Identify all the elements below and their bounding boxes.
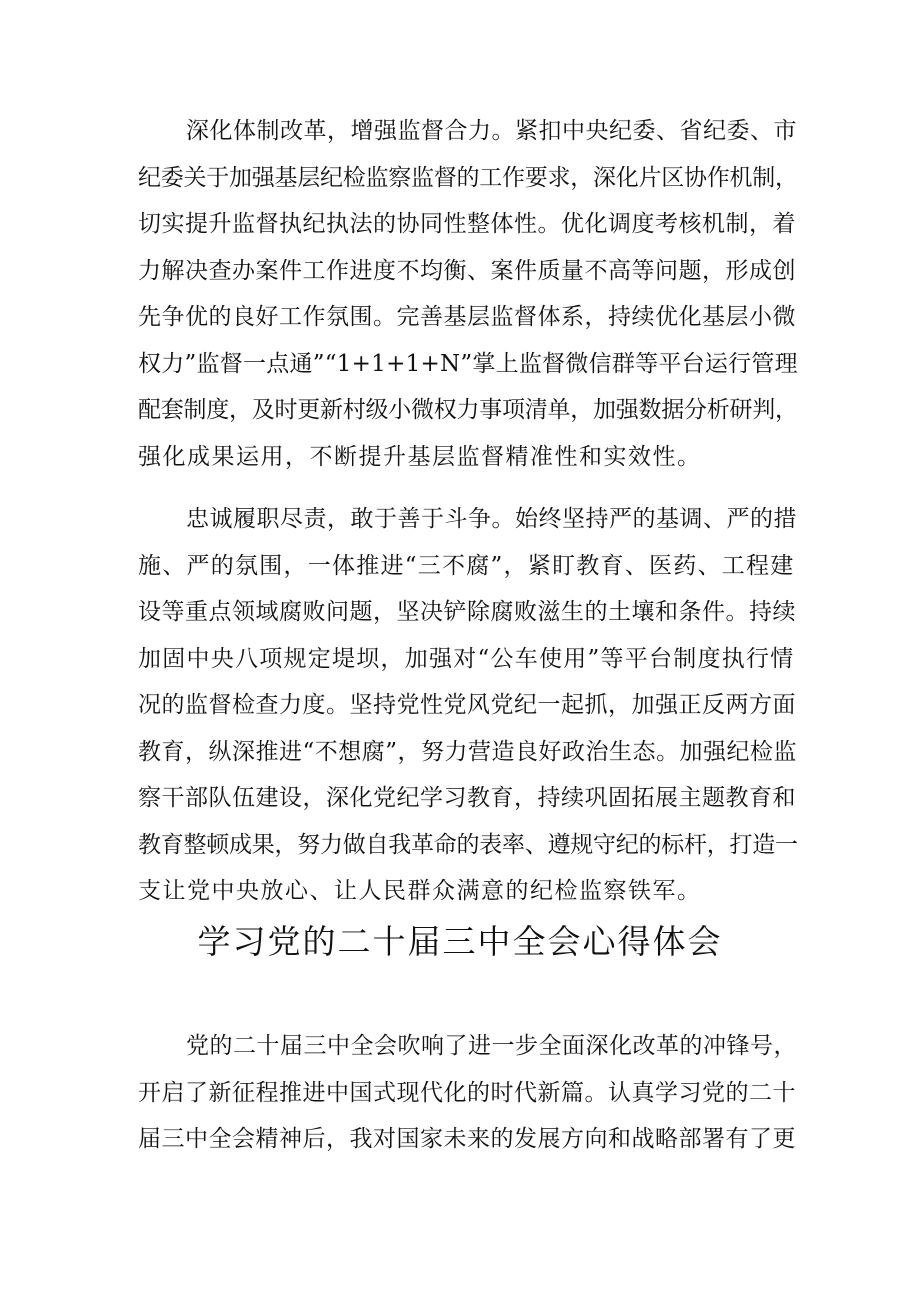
paragraph-line: 强化成果运用，不断提升基层监督精准性和实效性。 [138,443,702,470]
paragraph-line: 先争优的良好工作氛围。完善基层监督体系，持续优化基层小微 [138,304,796,330]
paragraph-line: 教育整顿成果，努力做自我革命的表率、遵规守纪的标杆，打造一 [138,831,798,858]
paragraph-line: 配套制度，及时更新村级小微权力事项清单，加强数据分析研判， [138,397,798,423]
paragraph-line: 教育，纵深推进“不想腐”，努力营造良好政治生态。加强纪检监 [138,738,798,765]
paragraph-line: 忠诚履职尽责，敢于善于斗争。始终坚持严的基调、严的措 [186,506,797,532]
paragraph-line: 党的二十届三中全会吹响了进一步全面深化改革的冲锋号， [186,1033,797,1059]
paragraph-line: 加固中央八项规定堤坝，加强对“公车使用”等平台制度执行情 [138,645,795,672]
paragraph-line: 届三中全会精神后，我对国家未来的发展方向和战略部署有了更 [138,1126,796,1152]
paragraph-supervision-reform [138,108,798,480]
paragraph-line: 纪委关于加强基层纪检监察监督的工作要求，深化片区协作机制， [138,164,798,191]
paragraph-line: 深化体制改革，增强监督合力。紧扣中央纪委、省纪委、市 [186,118,797,144]
paragraph-line: 支让党中央放心、让人民群众满意的纪检监察铁军。 [138,878,702,904]
paragraph-line: 察干部队伍建设，深化党纪学习教育，持续巩固拓展主题教育和 [138,785,796,811]
paragraph-line: 设等重点领域腐败问题，坚决铲除腐败滋生的土壤和条件。持续 [138,599,796,625]
document-title: 学习党的二十届三中全会心得体会 [197,922,723,961]
paragraph-line: 施、严的氛围，一体推进“三不腐”，紧盯教育、医药、工程建 [138,552,795,579]
paragraph-line: 切实提升监督执纪执法的协同性整体性。优化调度考核机制，着 [138,211,796,237]
paragraph-line: 开启了新征程推进中国式现代化的时代新篇。认真学习党的二十 [138,1079,796,1106]
paragraph-loyal-duty [138,496,798,915]
paragraph-line: 况的监督检查力度。坚持党性党风党纪一起抓，加强正反两方面 [138,692,796,718]
paragraph-line: 权力”监督一点通”“1+1+1+N”掌上监督微信群等平台运行管理 [138,350,798,377]
paragraph-line: 力解决查办案件工作进度不均衡、案件质量不高等问题，形成创 [138,257,796,284]
paragraph-plenum-study [138,1023,798,1163]
